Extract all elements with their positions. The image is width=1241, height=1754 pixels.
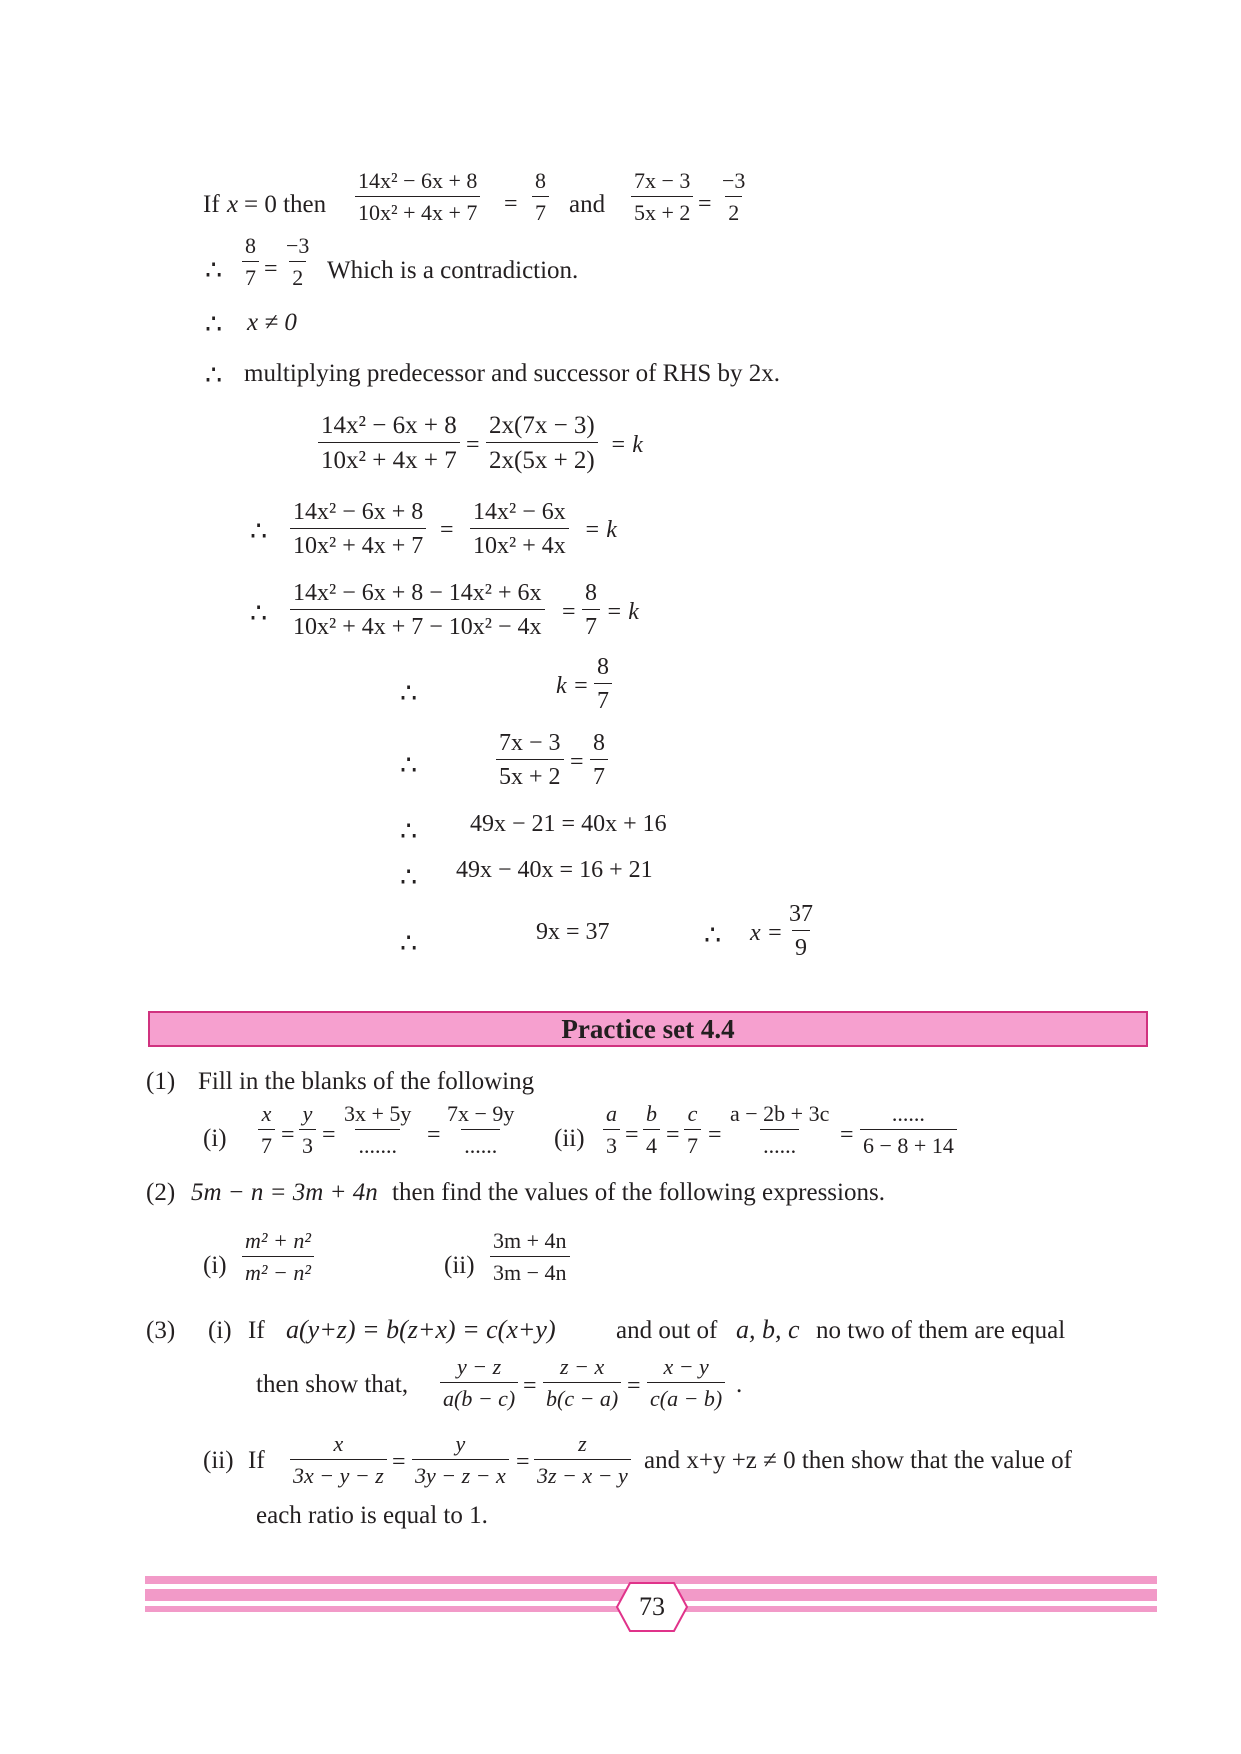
text-eq0-then: = 0 then — [244, 191, 327, 218]
fraction — [283, 235, 312, 289]
therefore-symbol: ∴ — [400, 928, 418, 958]
numerator: 14x² − 6x + 8 — [321, 412, 457, 439]
question-text: no two of them are equal — [816, 1317, 1066, 1344]
equals-sign: = — [708, 1122, 722, 1148]
denominator: 10x² + 4x + 7 — [318, 442, 460, 473]
denominator: b(c − a) — [543, 1382, 621, 1410]
numerator: x — [333, 1431, 344, 1456]
equals-sign: = — [698, 191, 712, 217]
fraction — [440, 1356, 518, 1410]
numerator: z — [578, 1431, 587, 1456]
fraction — [470, 500, 569, 558]
numerator: 8 — [597, 654, 609, 680]
therefore-symbol: ∴ — [205, 309, 223, 339]
denominator: 5x + 2 — [496, 759, 564, 789]
numerator: m² + n² — [245, 1228, 311, 1253]
equals-sign: = — [666, 1122, 680, 1148]
numerator: a — [606, 1101, 617, 1126]
therefore-symbol: ∴ — [704, 920, 722, 950]
equals-sign: = — [504, 191, 518, 217]
numerator: 14x² − 6x + 8 — [293, 499, 424, 525]
text-and: and — [569, 191, 606, 218]
denominator: 4 — [643, 1129, 660, 1157]
numerator: c — [687, 1101, 698, 1126]
part-label: (i) — [208, 1317, 232, 1344]
denominator: m² − n² — [242, 1256, 314, 1284]
fraction — [290, 500, 426, 558]
fraction — [594, 655, 612, 713]
numerator: 7x − 3 — [499, 730, 561, 756]
denominator: 3y − z − x — [412, 1459, 509, 1487]
therefore-symbol: ∴ — [205, 255, 223, 285]
fraction — [534, 1433, 631, 1487]
fraction — [318, 413, 460, 473]
part-label: (i) — [203, 1125, 227, 1152]
numerator: a − 2b + 3c — [730, 1101, 830, 1126]
fraction — [603, 1103, 620, 1157]
numerator: ...... — [891, 1101, 925, 1126]
denominator: 7 — [684, 1129, 701, 1157]
denominator: a(b − c) — [440, 1382, 518, 1410]
denominator: 7 — [258, 1129, 275, 1157]
practice-set-title: Practice set 4.4 — [148, 1011, 1148, 1047]
therefore-symbol: ∴ — [250, 516, 268, 546]
question-number: (3) — [146, 1317, 176, 1344]
denominator: ....... — [355, 1129, 400, 1157]
denominator: 2x(5x + 2) — [486, 442, 598, 473]
question-text: then find the values of the following expressions. — [392, 1179, 885, 1206]
numerator: 14x² − 6x + 8 — [358, 168, 478, 193]
fraction — [643, 1103, 660, 1157]
equals-sign: = — [523, 1373, 537, 1399]
fraction — [355, 170, 480, 224]
denominator: 10x² + 4x + 7 — [290, 528, 426, 558]
numerator: −3 — [286, 233, 310, 258]
fraction — [719, 170, 748, 224]
fraction — [590, 731, 608, 789]
denominator: 7 — [590, 759, 608, 789]
numerator: 14x² − 6x + 8 − 14x² + 6x — [293, 580, 542, 606]
equals-sign: = — [516, 1449, 530, 1475]
text-if: If — [248, 1317, 265, 1344]
fraction — [341, 1103, 414, 1157]
numerator: 7x − 3 — [634, 168, 691, 193]
denominator: 7 — [582, 609, 600, 639]
part-label: (i) — [203, 1252, 227, 1279]
equation-line: 9x = 37 — [536, 919, 610, 945]
fraction — [496, 731, 564, 789]
numerator: y — [302, 1101, 313, 1126]
equals-sign: = — [570, 749, 584, 775]
var-x: x — [227, 191, 239, 218]
denominator: 5x + 2 — [631, 196, 693, 224]
denominator: 3 — [299, 1129, 316, 1157]
fraction — [582, 581, 600, 639]
denominator: 10x² + 4x + 7 − 10x² − 4x — [290, 609, 545, 639]
question-text: Fill in the blanks of the following — [198, 1068, 535, 1095]
denominator: 10x² + 4x — [470, 528, 569, 558]
fraction — [258, 1103, 275, 1157]
fraction — [631, 170, 693, 224]
denominator: 2 — [725, 196, 742, 224]
question-text: each ratio is equal to 1. — [256, 1502, 488, 1529]
denominator: 10x² + 4x + 7 — [355, 196, 480, 224]
therefore-symbol: ∴ — [400, 750, 418, 780]
fraction — [242, 1230, 314, 1284]
numerator: 3m + 4n — [493, 1228, 567, 1253]
equals-sign: = — [281, 1122, 295, 1148]
denominator: 7 — [532, 196, 549, 224]
part-label: (ii) — [554, 1125, 585, 1152]
fraction — [412, 1433, 509, 1487]
question-number: (2) — [146, 1179, 176, 1206]
text-if: If — [203, 191, 220, 218]
equals-sign: = — [440, 517, 454, 543]
denominator: ...... — [461, 1129, 500, 1157]
therefore-symbol: ∴ — [205, 360, 223, 390]
fraction — [290, 1433, 387, 1487]
equals-sign: = — [322, 1122, 336, 1148]
condition-equation: 5m − n = 3m + 4n — [191, 1179, 378, 1206]
numerator: 37 — [789, 901, 813, 927]
denominator: 3m − 4n — [490, 1256, 570, 1284]
equals-k: = k — [584, 517, 617, 543]
part-label: (ii) — [444, 1252, 475, 1279]
question-text: and out of — [616, 1317, 718, 1344]
therefore-symbol: ∴ — [250, 598, 268, 628]
denominator: ...... — [760, 1129, 799, 1157]
equals-sign: = — [264, 256, 278, 282]
fraction — [532, 170, 549, 224]
numerator: 14x² − 6x — [473, 499, 566, 525]
therefore-symbol: ∴ — [400, 816, 418, 846]
numerator: z − x — [560, 1354, 605, 1379]
denominator: 6 − 8 + 14 — [860, 1129, 957, 1157]
equals-sign: = — [466, 432, 480, 458]
numerator: 8 — [535, 168, 546, 193]
denominator: 3x − y − z — [290, 1459, 387, 1487]
fraction — [543, 1356, 621, 1410]
x-equals: x = — [750, 920, 783, 946]
equation-line: 49x − 21 = 40x + 16 — [470, 811, 667, 837]
numerator: 8 — [585, 580, 597, 606]
part-label: (ii) — [203, 1447, 234, 1474]
numerator: 3x + 5y — [344, 1101, 412, 1126]
equals-sign: = — [625, 1122, 639, 1148]
fraction — [444, 1103, 517, 1157]
equals-sign: = — [562, 599, 576, 625]
fraction — [786, 902, 816, 960]
therefore-symbol: ∴ — [400, 678, 418, 708]
equation-line: 49x − 40x = 16 + 21 — [456, 857, 653, 883]
fraction — [727, 1103, 832, 1157]
denominator: 3z − x − y — [534, 1459, 631, 1487]
numerator: x — [261, 1101, 272, 1126]
numerator: 7x − 9y — [447, 1101, 515, 1126]
equals-sign: = — [840, 1122, 854, 1148]
condition-equation: a(y+z) = b(z+x) = c(x+y) — [286, 1315, 556, 1344]
numerator: 8 — [593, 730, 605, 756]
equals-k: = k — [610, 432, 643, 458]
multiplying-text: multiplying predecessor and successor of RHS by 2x. — [244, 360, 781, 387]
numerator: b — [646, 1101, 657, 1126]
equals-sign: = — [392, 1449, 406, 1475]
numerator: y — [455, 1431, 466, 1456]
numerator: 8 — [245, 233, 256, 258]
numerator: −3 — [722, 168, 746, 193]
fraction — [490, 1230, 570, 1284]
fraction — [242, 235, 259, 289]
numerator: 2x(7x − 3) — [489, 412, 595, 439]
fraction — [290, 581, 545, 639]
equals-sign: = — [427, 1122, 441, 1148]
period: . — [736, 1371, 743, 1398]
page-number: 73 — [639, 1592, 665, 1621]
fraction — [647, 1356, 725, 1410]
fraction — [684, 1103, 701, 1157]
numerator: y − z — [457, 1354, 502, 1379]
fraction — [299, 1103, 316, 1157]
text-if: If — [248, 1447, 265, 1474]
denominator: 2 — [289, 261, 306, 289]
k-equals: k = — [556, 673, 589, 699]
variables: a, b, c — [736, 1315, 800, 1344]
numerator: x − y — [663, 1354, 709, 1379]
denominator: 9 — [792, 930, 810, 960]
denominator: 7 — [242, 261, 259, 289]
fraction — [860, 1103, 957, 1157]
question-text: and x+y +z ≠ 0 then show that the value of — [644, 1447, 1072, 1474]
equals-k: = k — [606, 599, 639, 625]
therefore-symbol: ∴ — [400, 862, 418, 892]
denominator: 7 — [594, 683, 612, 713]
question-number: (1) — [146, 1068, 176, 1095]
denominator: 3 — [603, 1129, 620, 1157]
x-not-zero: x ≠ 0 — [247, 309, 297, 336]
contradiction-text: Which is a contradiction. — [327, 257, 579, 284]
denominator: c(a − b) — [647, 1382, 725, 1410]
equals-sign: = — [627, 1373, 641, 1399]
then-show-text: then show that, — [256, 1371, 409, 1398]
fraction — [486, 413, 598, 473]
